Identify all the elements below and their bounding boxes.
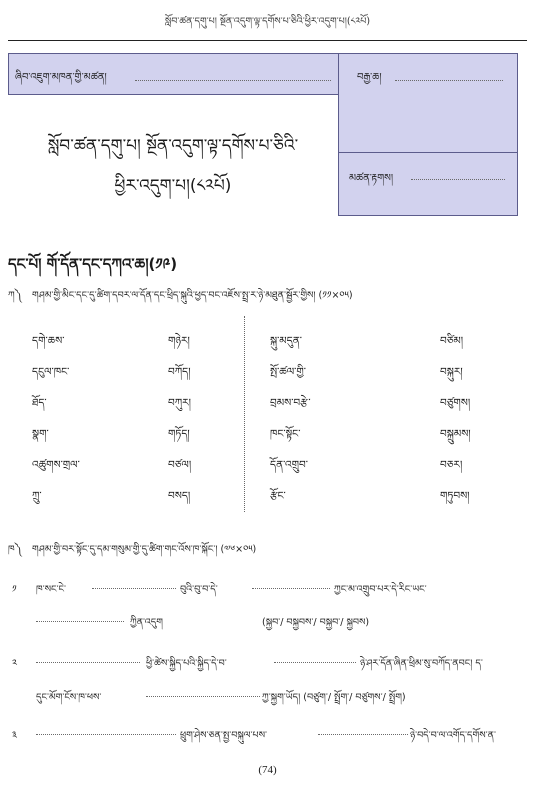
page-number: (74) [258, 764, 277, 776]
question-kha-marker: ཁ༽ [8, 544, 22, 555]
section-heading: དང་པོ། གོ་དོན་དང་དཀའ་ཆ།(༡༩) [8, 255, 178, 273]
left-word-6-b: བསད། [168, 490, 191, 502]
item-1-blank-3[interactable] [36, 621, 124, 622]
right-word-5-a: དོན་འགྲུབ་ [270, 459, 308, 471]
item-3-blank-1[interactable] [36, 734, 176, 735]
right-word-2-a: སྤོ་ཚལ་གྱི་ [270, 366, 306, 378]
left-word-6-a: ཀྲུ་ [32, 490, 42, 502]
student-name-line[interactable] [135, 80, 331, 81]
item-2-blank-1[interactable] [36, 662, 140, 663]
item-3-marker: ༣ [12, 730, 17, 741]
item-2-text-b: ཉེ་ཤར་དོན་ཞིན་ཕྲིམ་སུ་བཀོད་ནབང། ད་ [360, 658, 483, 669]
item-2-blank-2[interactable] [274, 662, 356, 663]
lesson-title-line-2: ཕྱིར་འདུག་པ།(༨༢པོ) [114, 176, 232, 196]
score-line[interactable] [395, 80, 503, 81]
question-ka-marker: ཀ༽ [8, 290, 22, 301]
item-1-text-b: བུའི་བུ་བ་དེ་ [180, 584, 218, 595]
item-3-text-a: ཕྲུག་ཤེས་ཅན་སྤྱ་བསྐུལ་པས་ [180, 730, 268, 741]
question-kha-text: གཤམ་གྱི་བར་སྟོང་དུ་དམ་གསུམ་གྱི་དུ་ཚིག་གང་འོས་ཁ་སྐོང་། (༧༦×༠༥) [32, 544, 257, 555]
left-word-1-a: དགེ་ཆས་ [32, 335, 65, 347]
item-1-blank-1[interactable] [92, 588, 176, 589]
item-2-text-c: དུང་མོག་ངོས་ཁ་ཕས་ [36, 692, 102, 703]
header-rule [8, 40, 527, 41]
left-word-5-b: བཙལ། [168, 459, 192, 471]
item-3-text-b: ཉེ་བདེ་བ་ལ་འགོད་དགོས་ན་ [410, 730, 496, 741]
score-box [338, 53, 518, 154]
right-word-3-a: བྲམས་བརྩེ་ [270, 397, 311, 409]
lesson-title-line-1: སློབ་ཚན་དགུ་པ། སྔོན་འདུག་ལྟ་དགོས་པ་ཅིའི་ [47, 136, 299, 156]
right-word-5-b: བཅར། [440, 459, 463, 471]
left-word-4-b: གཏོད། [168, 428, 190, 440]
right-word-3-b: བཙུགས། [440, 397, 471, 409]
running-header: སློབ་ཚན་དགུ་པ། སྔོན་འདུག་ལྟ་དགོས་པ་ཅིའི་ཕྱིར་འདུག་པ།(༨༢པོ) [164, 16, 371, 27]
right-word-4-b: བསྐྲུམས། [440, 428, 471, 440]
item-2-text-d: ཀྱ་སྐྱག་ཡོད། (བཙུག་/ སྤྲོག་/ བཙུགས་/ སྤྲོག) [262, 692, 406, 703]
item-1-blank-2[interactable] [252, 588, 330, 589]
item-1-options: (སྐྱབ་/ བསྐྱབས་/ བསྐྱབ་/ སྐྱབས) [262, 617, 370, 628]
marks-box [338, 152, 518, 216]
question-ka-text: གཤམ་གྱི་མིང་དང་དུ་ཚིག་དབར་ལ་དོན་དང་ཕྲིད་སྐུའི་ཕྱད་བང་འཇོས་སྤྲ་ར་ཉེ་མཐུན་སྦྱོར་གྱིས། (༡༡×༠༥) [32, 290, 353, 301]
item-2-blank-3[interactable] [146, 696, 260, 697]
item-1-text-d: ཀྱིན་འདུག [130, 617, 163, 628]
right-word-1-a: སྐུ་མདུན་ [270, 335, 302, 347]
right-word-1-b: བཙིམ། [440, 335, 464, 347]
left-word-5-a: འཚུགས་གྲལ་ [32, 459, 80, 471]
right-word-6-a: རྩོང་ [270, 490, 286, 502]
right-word-6-b: གཏུབས། [440, 490, 470, 502]
marks-line[interactable] [411, 179, 505, 180]
student-name-label: ཞིབ་འཇུག་མཁན་གྱི་མཚན། [15, 72, 107, 83]
column-divider [244, 316, 245, 512]
item-3-blank-2[interactable] [318, 734, 408, 735]
marks-label: མཚན་རྟགས། [349, 173, 394, 184]
score-label: བརྒྱ་ཆ། [357, 72, 382, 83]
left-word-2-a: དངུལ་ཁང་ [32, 366, 70, 378]
item-1-text-a: ཁ་སང་ངེ་ [36, 584, 67, 595]
item-2-text-a: ཕྱི་ཚེས་སྐྱིད་པའི་སྐྱིད་དེ་བ་ [146, 658, 227, 669]
item-2-marker: ༢ [12, 658, 17, 669]
item-1-marker: ༡ [12, 584, 17, 595]
left-word-3-b: བཀུར། [168, 397, 191, 409]
left-word-2-b: བཀོད། [168, 366, 191, 378]
right-word-2-b: བསྐུར། [440, 366, 463, 378]
right-word-4-a: ཁང་སྟོང་ [270, 428, 301, 440]
student-name-box [8, 53, 340, 95]
left-word-3-a: ཐོད་ [32, 397, 47, 409]
left-word-1-b: གཉེར། [168, 335, 190, 347]
left-word-4-a: སྣག་ [32, 428, 49, 440]
item-1-text-c: ཀྱང་མ་འགྲུབ་པར་དེ་རིང་ཡང་ [334, 584, 427, 595]
